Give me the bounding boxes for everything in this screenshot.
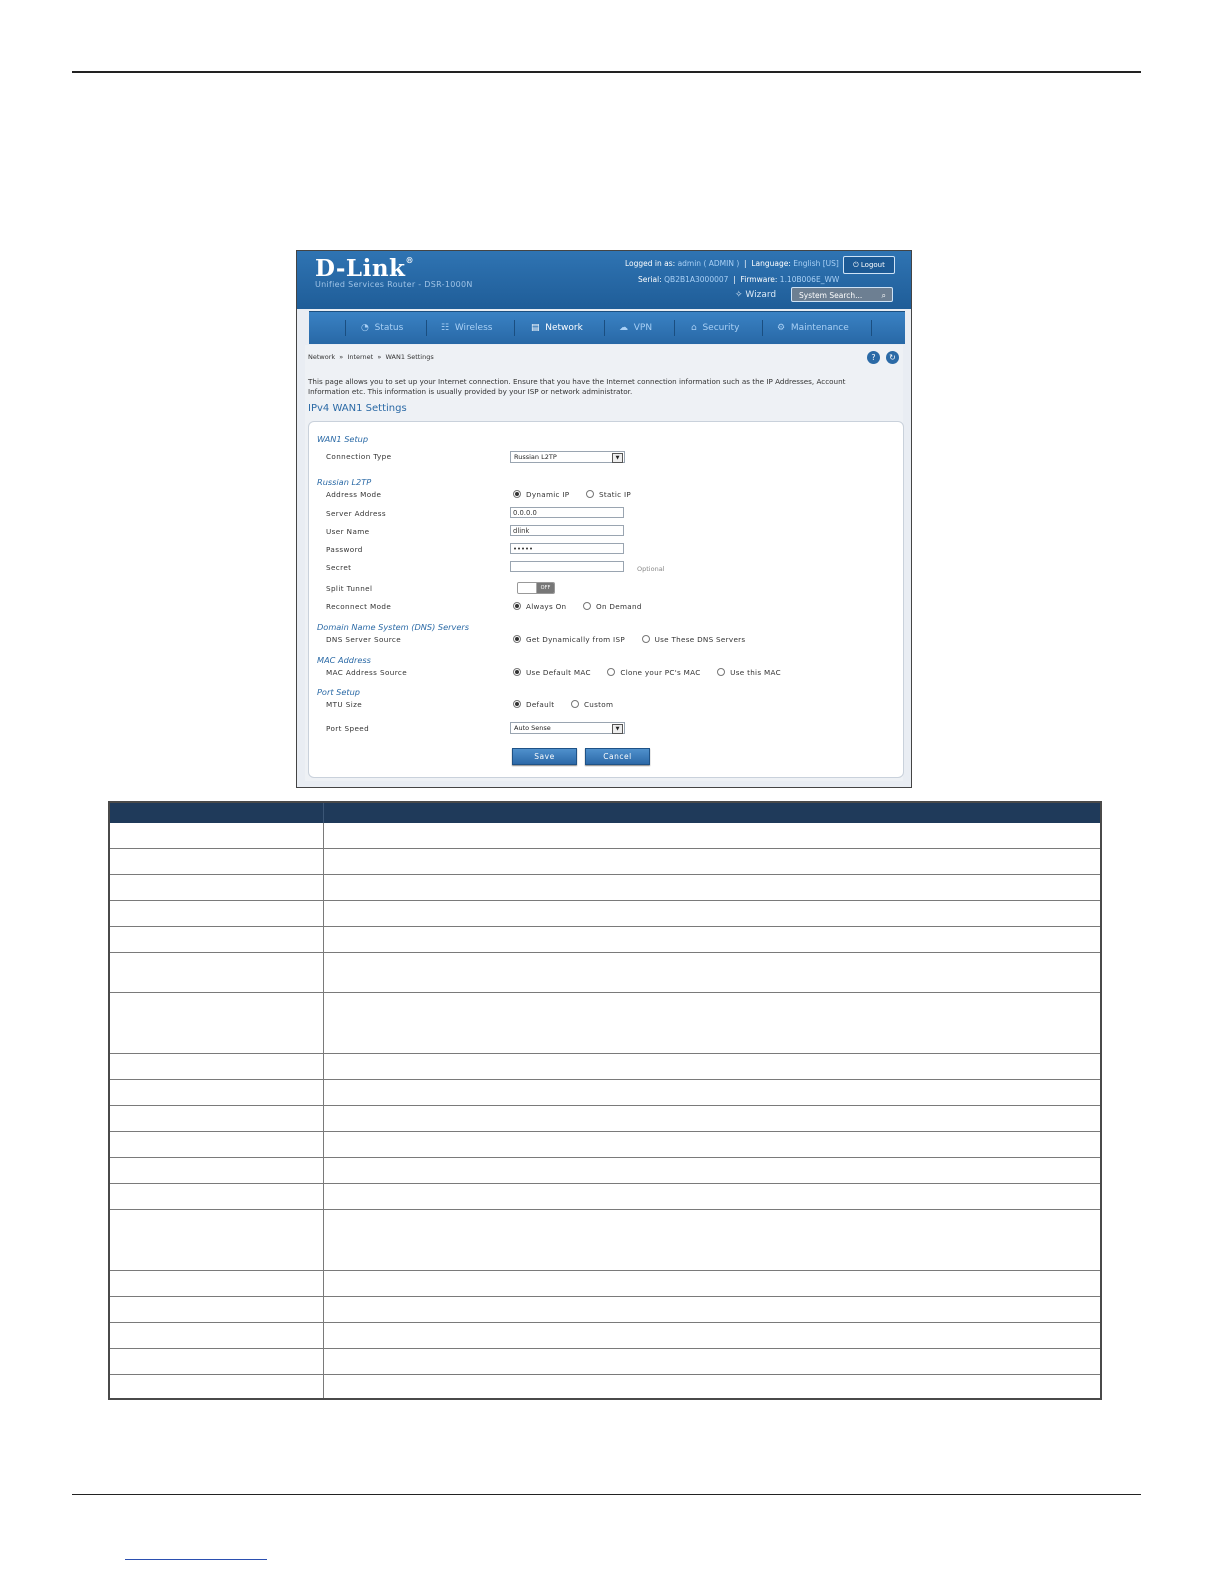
split-tunnel-label: Split Tunnel — [326, 584, 373, 593]
breadcrumb: Network » Internet » WAN1 Settings — [308, 353, 434, 361]
lock-icon: ⌂ — [691, 323, 697, 333]
footer-link-underline[interactable] — [125, 1559, 267, 1560]
group-port: Port Setup — [317, 687, 360, 697]
router-header — [297, 251, 911, 309]
mac-source-radios — [513, 668, 781, 677]
secret-field[interactable] — [510, 561, 624, 572]
connection-type-label: Connection Type — [326, 452, 392, 461]
table-row — [110, 1079, 1100, 1080]
group-dns: Domain Name System (DNS) Servers — [317, 622, 469, 632]
radio-mac-custom[interactable]: Use this MAC — [717, 668, 781, 677]
top-rule — [72, 71, 1141, 73]
network-icon: ▤ — [531, 323, 540, 333]
help-icon[interactable]: ? — [867, 351, 880, 364]
table-row — [110, 1374, 1100, 1375]
router-screenshot — [296, 250, 912, 788]
radio-on-demand[interactable]: On Demand — [583, 602, 642, 611]
server-address-field[interactable]: 0.0.0.0 — [510, 507, 624, 518]
table-row — [110, 1053, 1100, 1054]
system-search-input[interactable]: System Search... ⌕ — [791, 287, 893, 302]
radio-dns-dynamic[interactable]: Get Dynamically from ISP — [513, 635, 625, 644]
table-row — [110, 874, 1100, 875]
secret-optional-hint: Optional — [637, 565, 665, 573]
logout-button[interactable]: ⏻ Logout — [843, 256, 895, 274]
table-row — [110, 926, 1100, 927]
mtu-size-label: MTU Size — [326, 700, 363, 709]
table-row — [110, 1157, 1100, 1158]
wan-settings-panel — [308, 421, 904, 778]
nav-vpn[interactable]: ☁ VPN — [619, 323, 653, 333]
radio-dns-custom[interactable]: Use These DNS Servers — [642, 635, 746, 644]
gears-icon: ⚙ — [777, 323, 786, 333]
table-row — [110, 900, 1100, 901]
wand-icon: ✧ — [735, 290, 743, 300]
main-nav — [309, 311, 905, 344]
radio-mtu-custom[interactable]: Custom — [571, 700, 613, 709]
bottom-rule — [72, 1494, 1141, 1495]
table-row — [110, 1105, 1100, 1106]
search-icon: ⌕ — [881, 291, 886, 300]
section-title: IPv4 WAN1 Settings — [308, 403, 407, 414]
chevron-down-icon: ▼ — [612, 453, 623, 463]
table-row — [110, 1296, 1100, 1297]
table-row — [110, 848, 1100, 849]
nav-status[interactable]: ◔ Status — [361, 323, 404, 333]
nav-network[interactable]: ▤ Network — [531, 323, 583, 333]
reconnect-mode-radios — [513, 602, 642, 611]
password-field[interactable]: ••••• — [510, 543, 624, 554]
address-mode-label: Address Mode — [326, 490, 382, 499]
radio-static-ip[interactable]: Static IP — [586, 490, 631, 499]
connection-type-select[interactable]: Russian L2TP ▼ — [510, 451, 625, 463]
login-info: Logged in as: admin ( ADMIN ) | Language: English [US] — [625, 259, 839, 268]
wizard-link[interactable]: ✧ Wizard — [735, 290, 777, 300]
column-divider — [323, 823, 324, 1398]
mtu-size-radios — [513, 700, 613, 709]
device-info: Serial: QB2B1A3000007 | Firmware: 1.10B006E_WW — [638, 275, 840, 284]
nav-security[interactable]: ⌂ Security — [691, 323, 740, 333]
table-row — [110, 1131, 1100, 1132]
settings-table — [108, 801, 1102, 1400]
dns-source-radios — [513, 635, 745, 644]
wifi-icon: ☷ — [441, 323, 450, 333]
table-row — [110, 1270, 1100, 1271]
secret-label: Secret — [326, 563, 352, 572]
table-row — [110, 952, 1100, 953]
radio-always-on[interactable]: Always On — [513, 602, 566, 611]
radio-mac-default[interactable]: Use Default MAC — [513, 668, 591, 677]
table-row — [110, 1209, 1100, 1210]
refresh-icon[interactable]: ↻ — [886, 351, 899, 364]
page-content — [305, 345, 903, 781]
port-speed-select[interactable]: Auto Sense ▼ — [510, 722, 625, 734]
dns-source-label: DNS Server Source — [326, 635, 402, 644]
breadcrumb-current: WAN1 Settings — [385, 353, 434, 361]
split-tunnel-toggle[interactable]: OFF — [517, 582, 555, 594]
user-name-field[interactable]: dlink — [510, 525, 624, 536]
address-mode-radios — [513, 490, 631, 499]
server-address-label: Server Address — [326, 509, 387, 518]
nav-wireless[interactable]: ☷ Wireless — [441, 323, 493, 333]
dlink-logo: D-Link® — [315, 255, 414, 282]
port-speed-label: Port Speed — [326, 724, 370, 733]
user-name-label: User Name — [326, 527, 370, 536]
group-wan-setup: WAN1 Setup — [317, 434, 369, 444]
password-label: Password — [326, 545, 363, 554]
table-header — [110, 803, 1100, 823]
radio-mtu-default[interactable]: Default — [513, 700, 554, 709]
group-mac: MAC Address — [317, 655, 371, 665]
table-row — [110, 1348, 1100, 1349]
cancel-button[interactable]: Cancel — [585, 748, 650, 765]
breadcrumb-network[interactable]: Network — [308, 353, 336, 361]
radio-mac-clone[interactable]: Clone your PC's MAC — [607, 668, 700, 677]
save-button[interactable]: Save — [512, 748, 577, 765]
gauge-icon: ◔ — [361, 323, 369, 333]
reconnect-mode-label: Reconnect Mode — [326, 602, 392, 611]
radio-dynamic-ip[interactable]: Dynamic IP — [513, 490, 569, 499]
table-row — [110, 992, 1100, 993]
cloud-lock-icon: ☁ — [619, 323, 628, 333]
group-russian-l2tp: Russian L2TP — [317, 477, 372, 487]
language-selector[interactable]: English [US] — [793, 259, 839, 268]
breadcrumb-internet[interactable]: Internet — [347, 353, 374, 361]
table-row — [110, 1322, 1100, 1323]
mac-source-label: MAC Address Source — [326, 668, 408, 677]
table-row — [110, 1183, 1100, 1184]
page-description: This page allows you to set up your Internet connection. Ensure that you have the Internet connection information such as the IP Addresses, Account Information etc. This information is usually provided by your ISP or network administrator. — [308, 377, 846, 396]
product-name: Unified Services Router - DSR-1000N — [315, 280, 473, 289]
chevron-down-icon: ▼ — [612, 724, 623, 734]
nav-maintenance[interactable]: ⚙ Maintenance — [777, 323, 849, 333]
